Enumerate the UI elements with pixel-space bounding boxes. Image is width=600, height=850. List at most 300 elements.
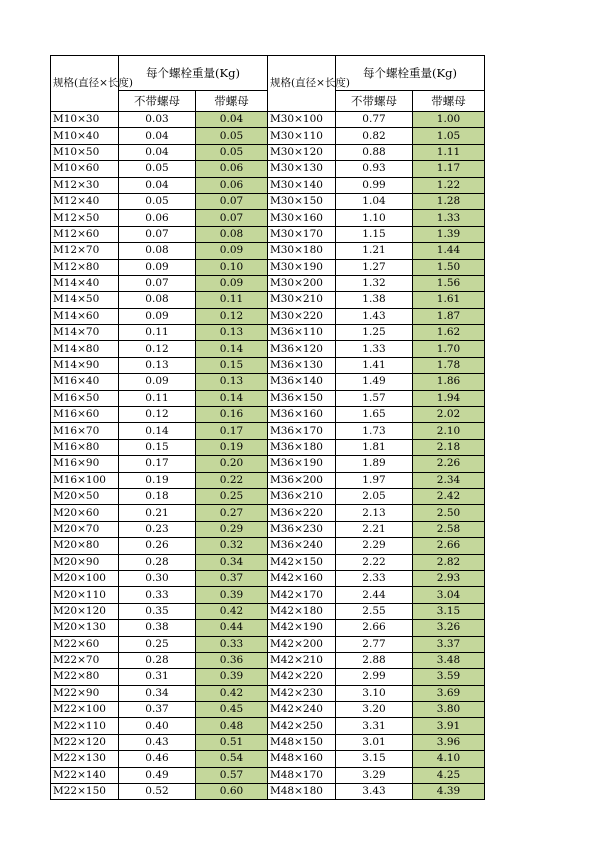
weight-with-nut-cell: 0.07 [196,210,268,226]
spec-cell: M20×90 [51,554,119,570]
spec-cell: M48×180 [268,784,336,800]
spec-header-left: 规格(直径×长度) [51,56,119,112]
table-row [51,472,485,488]
weight-with-nut-cell: 0.13 [196,374,268,390]
weight-without-nut-cell: 0.19 [119,472,196,488]
spec-cell: M20×100 [51,570,119,586]
weight-with-nut-cell: 0.39 [196,669,268,685]
spec-cell: M20×60 [51,505,119,521]
spec-cell: M30×200 [268,275,336,291]
table-row [51,210,485,226]
weight-without-nut-cell: 0.07 [119,275,196,291]
weight-with-nut-cell: 0.19 [196,439,268,455]
weight-with-nut-cell: 0.25 [196,488,268,504]
table-row [51,325,485,341]
weight-with-nut-cell: 0.20 [196,456,268,472]
weight-without-nut-cell: 1.57 [336,390,413,406]
weight-with-nut-cell: 1.00 [413,112,485,128]
weight-with-nut-cell: 1.87 [413,308,485,324]
weight-without-nut-cell: 2.05 [336,488,413,504]
weight-with-nut-cell: 2.02 [413,407,485,423]
weight-without-nut-cell: 1.97 [336,472,413,488]
weight-with-nut-cell: 0.17 [196,423,268,439]
weight-with-nut-cell: 0.22 [196,472,268,488]
spec-cell: M36×210 [268,488,336,504]
weight-with-nut-cell: 1.44 [413,243,485,259]
spec-cell: M16×40 [51,374,119,390]
weight-with-nut-cell: 0.10 [196,259,268,275]
spec-cell: M16×80 [51,439,119,455]
spec-cell: M20×130 [51,620,119,636]
weight-without-nut-cell: 0.40 [119,718,196,734]
with-nut-header-left: 带螺母 [196,91,268,112]
spec-cell: M30×130 [268,161,336,177]
weight-with-nut-cell: 0.36 [196,652,268,668]
weight-without-nut-cell: 1.33 [336,341,413,357]
weight-with-nut-cell: 0.42 [196,685,268,701]
spec-cell: M42×200 [268,636,336,652]
weight-with-nut-cell: 0.33 [196,636,268,652]
spec-cell: M14×80 [51,341,119,357]
weight-with-nut-cell: 0.60 [196,784,268,800]
weight-with-nut-cell: 0.08 [196,226,268,242]
spec-cell: M14×50 [51,292,119,308]
weight-with-nut-cell: 0.06 [196,161,268,177]
spec-cell: M42×210 [268,652,336,668]
weight-with-nut-cell: 0.09 [196,275,268,291]
spec-cell: M36×240 [268,538,336,554]
spec-cell: M42×250 [268,718,336,734]
weight-without-nut-cell: 0.28 [119,652,196,668]
table-row [51,603,485,619]
table-row [51,488,485,504]
weight-without-nut-cell: 1.25 [336,325,413,341]
spec-cell: M22×150 [51,784,119,800]
weight-with-nut-cell: 0.05 [196,144,268,160]
spec-cell: M48×150 [268,734,336,750]
weight-without-nut-cell: 3.01 [336,734,413,750]
spec-cell: M30×120 [268,144,336,160]
weight-with-nut-cell: 0.54 [196,751,268,767]
weight-with-nut-cell: 3.48 [413,652,485,668]
weight-without-nut-cell: 0.88 [336,144,413,160]
weight-with-nut-cell: 2.42 [413,488,485,504]
spec-cell: M30×160 [268,210,336,226]
weight-without-nut-cell: 2.22 [336,554,413,570]
spec-cell: M20×120 [51,603,119,619]
weight-with-nut-cell: 1.17 [413,161,485,177]
weight-without-nut-cell: 2.13 [336,505,413,521]
table-row [51,390,485,406]
weight-with-nut-cell: 2.18 [413,439,485,455]
weight-with-nut-cell: 0.42 [196,603,268,619]
spec-cell: M20×50 [51,488,119,504]
weight-with-nut-cell: 1.86 [413,374,485,390]
spec-cell: M30×220 [268,308,336,324]
weight-with-nut-cell: 1.61 [413,292,485,308]
spec-cell: M36×190 [268,456,336,472]
table-row [51,275,485,291]
table-row [51,636,485,652]
spec-cell: M22×140 [51,767,119,783]
table-row [51,308,485,324]
spec-cell: M12×40 [51,193,119,209]
weight-with-nut-cell: 2.93 [413,570,485,586]
weight-with-nut-cell: 1.28 [413,193,485,209]
weight-without-nut-cell: 0.09 [119,259,196,275]
weight-without-nut-cell: 0.09 [119,308,196,324]
weight-without-nut-cell: 3.43 [336,784,413,800]
weight-with-nut-cell: 2.26 [413,456,485,472]
weight-without-nut-cell: 0.38 [119,620,196,636]
table-row [51,439,485,455]
table-row [51,112,485,128]
spec-cell: M30×210 [268,292,336,308]
spec-cell: M42×170 [268,587,336,603]
spec-cell: M42×190 [268,620,336,636]
spec-cell: M22×90 [51,685,119,701]
weight-with-nut-cell: 0.09 [196,243,268,259]
weight-with-nut-cell: 0.29 [196,521,268,537]
table-row [51,177,485,193]
weight-with-nut-cell: 0.45 [196,702,268,718]
weight-with-nut-cell: 0.32 [196,538,268,554]
weight-without-nut-cell: 2.77 [336,636,413,652]
spec-cell: M20×110 [51,587,119,603]
weight-without-nut-cell: 0.21 [119,505,196,521]
spec-cell: M12×70 [51,243,119,259]
table-row [51,702,485,718]
spec-cell: M22×120 [51,734,119,750]
weight-with-nut-cell: 0.48 [196,718,268,734]
weight-with-nut-cell: 4.39 [413,784,485,800]
spec-cell: M42×180 [268,603,336,619]
weight-without-nut-cell: 0.31 [119,669,196,685]
weight-with-nut-cell: 3.80 [413,702,485,718]
table-row [51,669,485,685]
spec-cell: M10×40 [51,128,119,144]
table-row [51,423,485,439]
weight-without-nut-cell: 0.03 [119,112,196,128]
weight-with-nut-cell: 0.04 [196,112,268,128]
spec-cell: M42×230 [268,685,336,701]
table-row [51,587,485,603]
weight-without-nut-cell: 3.15 [336,751,413,767]
spec-cell: M16×60 [51,407,119,423]
spec-cell: M30×170 [268,226,336,242]
weight-with-nut-cell: 2.10 [413,423,485,439]
spec-cell: M30×140 [268,177,336,193]
table-row [51,505,485,521]
weight-with-nut-cell: 0.51 [196,734,268,750]
weight-without-nut-cell: 1.10 [336,210,413,226]
spec-cell: M36×110 [268,325,336,341]
spec-cell: M48×170 [268,767,336,783]
weight-with-nut-cell: 0.27 [196,505,268,521]
weight-with-nut-cell: 1.22 [413,177,485,193]
table-row [51,734,485,750]
weight-with-nut-cell: 1.50 [413,259,485,275]
spec-cell: M16×90 [51,456,119,472]
spec-cell: M36×140 [268,374,336,390]
weight-without-nut-cell: 1.15 [336,226,413,242]
weight-without-nut-cell: 0.06 [119,210,196,226]
spec-cell: M30×150 [268,193,336,209]
weight-header-right: 每个螺栓重量(Kg) [336,56,485,91]
spec-cell: M42×240 [268,702,336,718]
weight-without-nut-cell: 0.82 [336,128,413,144]
table-row [51,538,485,554]
weight-with-nut-cell: 0.07 [196,193,268,209]
weight-without-nut-cell: 0.15 [119,439,196,455]
spec-cell: M36×200 [268,472,336,488]
table-row [51,357,485,373]
spec-cell: M16×100 [51,472,119,488]
weight-without-nut-cell: 0.04 [119,177,196,193]
spec-cell: M14×70 [51,325,119,341]
weight-without-nut-cell: 1.73 [336,423,413,439]
weight-with-nut-cell: 0.06 [196,177,268,193]
weight-without-nut-cell: 0.11 [119,390,196,406]
without-nut-header-right: 不带螺母 [336,91,413,112]
weight-without-nut-cell: 0.05 [119,193,196,209]
weight-without-nut-cell: 0.18 [119,488,196,504]
weight-without-nut-cell: 0.12 [119,341,196,357]
weight-with-nut-cell: 3.69 [413,685,485,701]
spec-cell: M10×30 [51,112,119,128]
spec-cell: M48×160 [268,751,336,767]
weight-with-nut-cell: 0.05 [196,128,268,144]
spec-cell: M30×100 [268,112,336,128]
spec-cell: M22×80 [51,669,119,685]
weight-with-nut-cell: 0.44 [196,620,268,636]
weight-without-nut-cell: 1.81 [336,439,413,455]
weight-without-nut-cell: 0.77 [336,112,413,128]
weight-without-nut-cell: 1.21 [336,243,413,259]
weight-with-nut-cell: 3.37 [413,636,485,652]
weight-with-nut-cell: 1.78 [413,357,485,373]
weight-without-nut-cell: 0.11 [119,325,196,341]
spec-cell: M30×180 [268,243,336,259]
weight-without-nut-cell: 0.04 [119,144,196,160]
table-row [51,144,485,160]
spec-cell: M36×220 [268,505,336,521]
weight-with-nut-cell: 1.70 [413,341,485,357]
weight-with-nut-cell: 2.82 [413,554,485,570]
weight-with-nut-cell: 1.33 [413,210,485,226]
spec-cell: M36×160 [268,407,336,423]
spec-cell: M42×160 [268,570,336,586]
weight-with-nut-cell: 0.37 [196,570,268,586]
table-row [51,226,485,242]
table-row [51,521,485,537]
weight-with-nut-cell: 2.58 [413,521,485,537]
weight-with-nut-cell: 3.59 [413,669,485,685]
weight-without-nut-cell: 3.29 [336,767,413,783]
weight-without-nut-cell: 0.13 [119,357,196,373]
spec-cell: M42×150 [268,554,336,570]
spec-cell: M22×60 [51,636,119,652]
spec-cell: M36×130 [268,357,336,373]
weight-with-nut-cell: 0.39 [196,587,268,603]
spec-cell: M22×70 [51,652,119,668]
weight-with-nut-cell: 2.50 [413,505,485,521]
weight-without-nut-cell: 0.43 [119,734,196,750]
without-nut-header-left: 不带螺母 [119,91,196,112]
weight-with-nut-cell: 3.04 [413,587,485,603]
weight-without-nut-cell: 3.20 [336,702,413,718]
table-row [51,620,485,636]
weight-with-nut-cell: 3.91 [413,718,485,734]
weight-with-nut-cell: 3.15 [413,603,485,619]
weight-without-nut-cell: 0.17 [119,456,196,472]
weight-without-nut-cell: 0.37 [119,702,196,718]
weight-without-nut-cell: 0.46 [119,751,196,767]
weight-without-nut-cell: 1.65 [336,407,413,423]
weight-without-nut-cell: 1.38 [336,292,413,308]
spec-cell: M36×230 [268,521,336,537]
spec-cell: M42×220 [268,669,336,685]
spec-cell: M36×120 [268,341,336,357]
weight-without-nut-cell: 2.29 [336,538,413,554]
spec-cell: M20×80 [51,538,119,554]
weight-without-nut-cell: 0.30 [119,570,196,586]
table-row [51,718,485,734]
spec-cell: M36×150 [268,390,336,406]
weight-without-nut-cell: 0.52 [119,784,196,800]
weight-without-nut-cell: 1.89 [336,456,413,472]
weight-with-nut-cell: 1.05 [413,128,485,144]
spec-cell: M12×50 [51,210,119,226]
weight-with-nut-cell: 0.14 [196,341,268,357]
weight-without-nut-cell: 0.35 [119,603,196,619]
spec-cell: M16×50 [51,390,119,406]
spec-cell: M10×50 [51,144,119,160]
table-row [51,341,485,357]
spec-cell: M14×90 [51,357,119,373]
spec-cell: M22×130 [51,751,119,767]
weight-without-nut-cell: 3.10 [336,685,413,701]
table-row [51,259,485,275]
spec-cell: M14×40 [51,275,119,291]
weight-without-nut-cell: 0.49 [119,767,196,783]
weight-with-nut-cell: 0.13 [196,325,268,341]
weight-with-nut-cell: 1.11 [413,144,485,160]
weight-without-nut-cell: 0.99 [336,177,413,193]
weight-with-nut-cell: 1.39 [413,226,485,242]
spec-cell: M12×80 [51,259,119,275]
table-row [51,407,485,423]
weight-with-nut-cell: 0.11 [196,292,268,308]
weight-without-nut-cell: 0.23 [119,521,196,537]
spec-cell: M22×100 [51,702,119,718]
weight-without-nut-cell: 1.43 [336,308,413,324]
weight-without-nut-cell: 2.21 [336,521,413,537]
weight-without-nut-cell: 0.08 [119,243,196,259]
weight-with-nut-cell: 1.56 [413,275,485,291]
table-row [51,456,485,472]
weight-without-nut-cell: 1.04 [336,193,413,209]
weight-without-nut-cell: 2.88 [336,652,413,668]
with-nut-header-right: 带螺母 [413,91,485,112]
weight-without-nut-cell: 0.25 [119,636,196,652]
table-row [51,292,485,308]
table-row [51,193,485,209]
weight-with-nut-cell: 2.66 [413,538,485,554]
weight-without-nut-cell: 3.31 [336,718,413,734]
weight-without-nut-cell: 0.26 [119,538,196,554]
weight-without-nut-cell: 2.66 [336,620,413,636]
table-row [51,570,485,586]
spec-cell: M20×70 [51,521,119,537]
weight-without-nut-cell: 2.55 [336,603,413,619]
table-row [51,784,485,800]
weight-without-nut-cell: 0.33 [119,587,196,603]
weight-with-nut-cell: 0.14 [196,390,268,406]
table-row [51,751,485,767]
table-row [51,767,485,783]
bolt-weight-table [50,55,485,800]
weight-with-nut-cell: 1.62 [413,325,485,341]
spec-header-right: 规格(直径×长度) [268,56,336,112]
table-row [51,652,485,668]
table-body [51,112,485,800]
weight-with-nut-cell: 1.94 [413,390,485,406]
weight-without-nut-cell: 2.33 [336,570,413,586]
spec-cell: M16×70 [51,423,119,439]
spec-cell: M12×30 [51,177,119,193]
weight-with-nut-cell: 3.96 [413,734,485,750]
weight-without-nut-cell: 1.41 [336,357,413,373]
weight-header-left: 每个螺栓重量(Kg) [119,56,268,91]
weight-without-nut-cell: 0.09 [119,374,196,390]
weight-without-nut-cell: 0.12 [119,407,196,423]
spec-cell: M14×60 [51,308,119,324]
weight-with-nut-cell: 0.34 [196,554,268,570]
weight-with-nut-cell: 4.25 [413,767,485,783]
weight-with-nut-cell: 0.15 [196,357,268,373]
weight-without-nut-cell: 0.05 [119,161,196,177]
table-row [51,161,485,177]
table-row [51,374,485,390]
weight-without-nut-cell: 0.04 [119,128,196,144]
weight-without-nut-cell: 0.14 [119,423,196,439]
spec-cell: M36×180 [268,439,336,455]
table-header [51,56,485,112]
table-row [51,243,485,259]
weight-without-nut-cell: 2.99 [336,669,413,685]
table-row [51,685,485,701]
weight-with-nut-cell: 0.57 [196,767,268,783]
weight-without-nut-cell: 0.07 [119,226,196,242]
weight-without-nut-cell: 0.93 [336,161,413,177]
spec-cell: M12×60 [51,226,119,242]
spec-cell: M36×170 [268,423,336,439]
spec-cell: M22×110 [51,718,119,734]
weight-with-nut-cell: 0.12 [196,308,268,324]
weight-without-nut-cell: 2.44 [336,587,413,603]
weight-with-nut-cell: 2.34 [413,472,485,488]
spec-cell: M30×110 [268,128,336,144]
weight-without-nut-cell: 1.49 [336,374,413,390]
spec-cell: M30×190 [268,259,336,275]
table-row [51,554,485,570]
weight-without-nut-cell: 1.27 [336,259,413,275]
weight-with-nut-cell: 3.26 [413,620,485,636]
weight-with-nut-cell: 0.16 [196,407,268,423]
weight-without-nut-cell: 0.34 [119,685,196,701]
weight-without-nut-cell: 0.08 [119,292,196,308]
